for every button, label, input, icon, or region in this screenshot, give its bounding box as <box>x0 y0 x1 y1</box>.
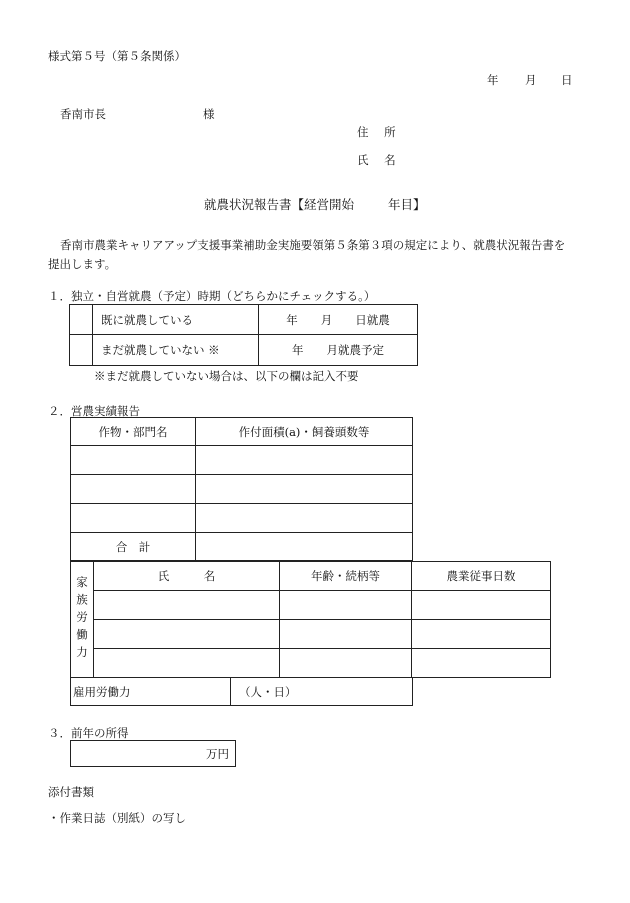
total-label: 合 計 <box>71 533 196 561</box>
date-month-label: 月 <box>525 73 537 87</box>
family-labor-label: 家族労働力 <box>71 562 94 678</box>
area-cell[interactable] <box>196 446 413 475</box>
income-table <box>70 740 236 767</box>
section1-heading: １．独立・自営就農（予定）時期（どちらかにチェックする。） <box>48 289 376 303</box>
family-age-cell[interactable] <box>280 620 412 649</box>
days-header: 農業従事日数 <box>412 562 551 591</box>
section3-heading: ３．前年の所得 <box>48 726 129 740</box>
intro-line-1: 香南市農業キャリアアップ支援事業補助金実施要領第５条第３項の規定により、就農状況報告書を <box>60 238 566 252</box>
name-label: 氏 名 <box>357 153 402 167</box>
family-labor-table <box>70 561 551 678</box>
address-label: 住 所 <box>357 125 402 139</box>
checkbox-not-yet-farming[interactable] <box>70 335 93 366</box>
family-age-cell[interactable] <box>280 591 412 620</box>
document-title-suffix: 年目】 <box>388 197 426 212</box>
hired-labor-label: 雇用労働力 <box>71 678 231 706</box>
not-yet-farming-label: まだ就農していない ※ <box>93 335 259 366</box>
family-days-cell[interactable] <box>412 591 551 620</box>
family-name-cell[interactable] <box>94 620 280 649</box>
family-name-cell[interactable] <box>94 649 280 678</box>
document-title <box>204 195 426 213</box>
hired-labor-table <box>70 677 413 706</box>
date-day-label: 日 <box>561 73 573 87</box>
area-cell[interactable] <box>196 504 413 533</box>
section2-heading: ２．営農実績報告 <box>48 404 140 418</box>
crop-table <box>70 417 413 561</box>
section1-note: ※まだ就農していない場合は、以下の欄は記入不要 <box>94 369 359 383</box>
addressee-honorific: 様 <box>203 107 215 121</box>
area-header: 作付面積(a)・飼養頭数等 <box>196 418 413 446</box>
hired-labor-unit[interactable]: （人・日） <box>231 678 413 706</box>
family-days-cell[interactable] <box>412 649 551 678</box>
area-cell[interactable] <box>196 475 413 504</box>
already-farming-label: 既に就農している <box>93 305 259 335</box>
addressee-title: 香南市長 <box>60 107 106 121</box>
attachments-heading: 添付書類 <box>48 785 94 799</box>
income-field[interactable]: 万円 <box>71 741 236 767</box>
total-area-cell[interactable] <box>196 533 413 561</box>
form-number: 様式第５号（第５条関係） <box>48 49 186 63</box>
family-age-cell[interactable] <box>280 649 412 678</box>
already-farming-date[interactable]: 年 月 日就農 <box>259 305 418 335</box>
date-year-label: 年 <box>487 73 499 87</box>
document-title-main: 就農状況報告書【経営開始 <box>204 197 355 212</box>
intro-line-2: 提出します。 <box>48 257 117 271</box>
family-name-cell[interactable] <box>94 591 280 620</box>
checkbox-already-farming[interactable] <box>70 305 93 335</box>
attachment-item-1: ・作業日誌（別紙）の写し <box>48 811 186 825</box>
start-timing-table <box>69 304 418 366</box>
not-yet-farming-date[interactable]: 年 月就農予定 <box>259 335 418 366</box>
name-header: 氏 名 <box>94 562 280 591</box>
crop-cell[interactable] <box>71 446 196 475</box>
family-days-cell[interactable] <box>412 620 551 649</box>
age-header: 年齢・続柄等 <box>280 562 412 591</box>
crop-cell[interactable] <box>71 504 196 533</box>
crop-cell[interactable] <box>71 475 196 504</box>
crop-header: 作物・部門名 <box>71 418 196 446</box>
